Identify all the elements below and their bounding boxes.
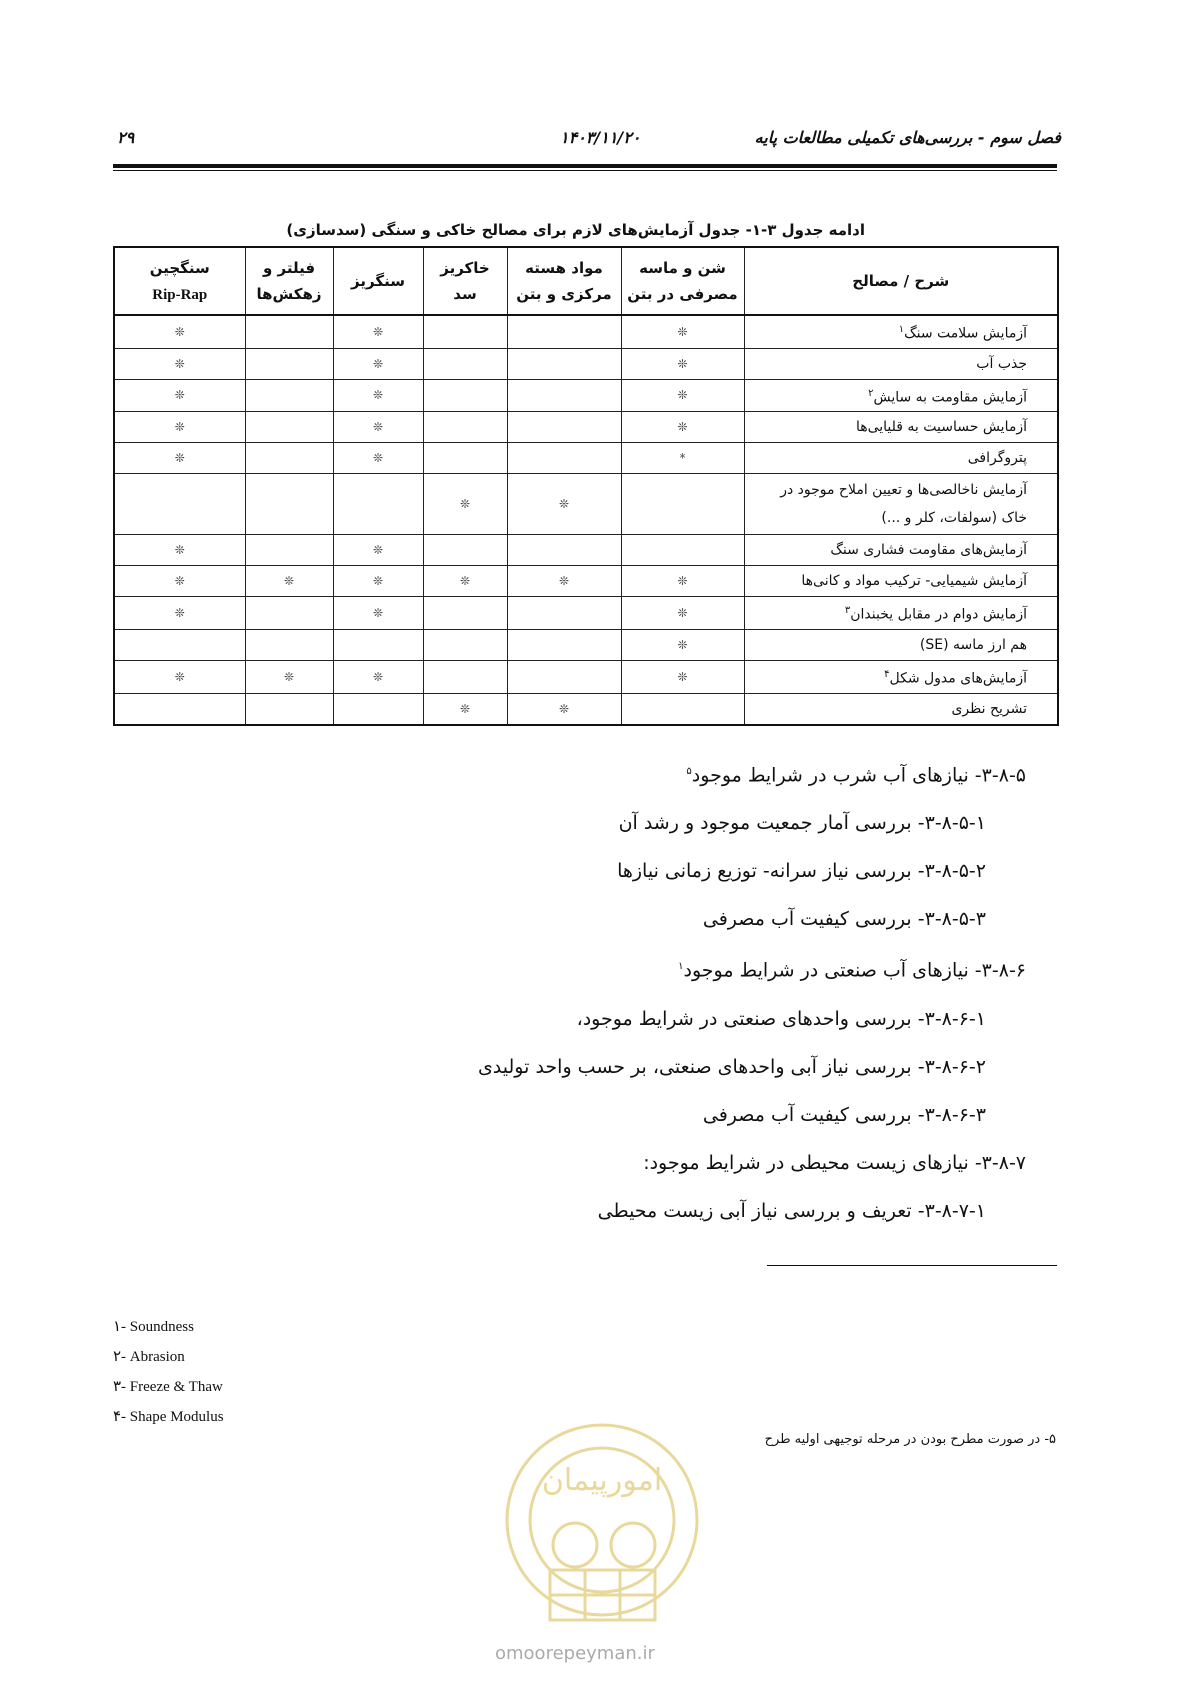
mark-cell: ❊ [114, 412, 245, 443]
section-heading: ۳-۸-۷-۱- تعریف و بررسی نیاز آبی زیست محیطی [597, 1199, 986, 1222]
mark-cell: ❊ [621, 315, 744, 348]
mark-cell: ❊ [333, 597, 423, 630]
table-row [114, 474, 1058, 535]
table-body [114, 315, 1058, 725]
mark-cell [245, 315, 333, 348]
section-heading: ۳-۸-۶-۳- بررسی کیفیت آب مصرفی [702, 1103, 986, 1126]
mark-cell: ❊ [621, 660, 744, 693]
section-list [226, 748, 1026, 1235]
mark-cell [507, 443, 621, 474]
mark-cell [245, 443, 333, 474]
test-description-cell: آزمایش شیمیایی- ترکیب مواد و کانی‌ها [744, 566, 1058, 597]
mark-cell: ❊ [333, 315, 423, 348]
mark-cell: ❊ [423, 474, 507, 535]
test-description-cell: پتروگرافی [744, 443, 1058, 474]
mark-cell: ❊ [621, 412, 744, 443]
table-row [114, 379, 1058, 412]
header-date: ۱۴۰۳/۱۱/۲۰ [560, 128, 641, 147]
mark-cell [621, 693, 744, 725]
watermark-url: omoorepeyman.ir [495, 1643, 655, 1664]
header-rule-thin [113, 170, 1057, 171]
mark-cell: ❊ [333, 443, 423, 474]
footnote-ref: ۱ [678, 961, 684, 973]
test-description-cell: آزمایش مقاومت به سایش$^۲$ [744, 379, 1058, 412]
page-number: ۲۹ [117, 128, 135, 147]
mark-cell [245, 348, 333, 379]
header-cell-core-material: مواد هسته مرکزی و بتن [507, 247, 621, 315]
mark-cell: ❊ [114, 443, 245, 474]
section-heading: ۳-۸-۶-۲- بررسی نیاز آبی واحدهای صنعتی، بر حسب واحد تولیدی [477, 1055, 986, 1078]
mark-cell: ❊ [333, 660, 423, 693]
mark-cell: ❊ [114, 315, 245, 348]
mark-cell: ❊ [507, 566, 621, 597]
header-cell-rockfill: سنگریز [333, 247, 423, 315]
gear-emblem-icon-2 [611, 1523, 655, 1567]
mark-cell: ❊ [621, 629, 744, 660]
test-description-cell: جذب آب [744, 348, 1058, 379]
section-heading: ۳-۸-۵-۳- بررسی کیفیت آب مصرفی [702, 908, 986, 931]
test-description-cell: آزمایش‌های مقاومت فشاری سنگ [744, 535, 1058, 566]
mark-cell: ❊ [114, 660, 245, 693]
mark-cell: ❊ [507, 474, 621, 535]
footnote-ref: ۵ [686, 766, 692, 777]
mark-cell [114, 693, 245, 725]
footnote-item: ۱- Soundness [113, 1319, 194, 1335]
mark-cell: ❊ [333, 379, 423, 412]
table-row [114, 535, 1058, 566]
mark-cell [333, 693, 423, 725]
watermark-outer-ring [507, 1425, 697, 1615]
header-cell-filter-drains: فیلتر و زهکش‌ها [245, 247, 333, 315]
section-heading: ۳-۸-۶- نیازهای آب صنعتی در شرایط موجود$^۱$ [678, 959, 1026, 982]
watermark-logo-text: امورپیمان [541, 1463, 663, 1498]
mark-cell: ❊ [114, 379, 245, 412]
mark-cell: ❊ [333, 412, 423, 443]
section-heading: ۳-۸-۵- نیازهای آب شرب در شرایط موجود$^۵$ [686, 764, 1026, 787]
mark-cell: ❊ [333, 348, 423, 379]
mark-cell [621, 535, 744, 566]
section-heading: ۳-۸-۷- نیازهای زیست محیطی در شرایط موجود: [643, 1151, 1026, 1174]
mark-cell [423, 348, 507, 379]
footnote-ref: ۲ [868, 387, 874, 399]
mark-cell [114, 629, 245, 660]
mark-cell [245, 412, 333, 443]
test-description-cell: تشریح نظری [744, 693, 1058, 725]
footnote-ref: ۳ [844, 605, 851, 617]
running-header-title: فصل سوم - بررسی‌های تکمیلی مطالعات پایه [754, 128, 1061, 147]
footnote-persian: ۵- در صورت مطرح بودن در مرحله توجیهی اولیه طرح [764, 1432, 1056, 1447]
header-cell-description: شرح / مصالح [744, 247, 1058, 315]
mark-cell: ❊ [114, 597, 245, 630]
mark-cell [507, 348, 621, 379]
mark-cell [245, 379, 333, 412]
mark-cell [245, 474, 333, 535]
mark-cell [423, 597, 507, 630]
footnote-item: ۳- Freeze & Thaw [113, 1379, 223, 1395]
table-row [114, 315, 1058, 348]
mark-cell: ❊ [333, 566, 423, 597]
header-cell-riprap: سنگچین Rip-Rap [114, 247, 245, 315]
table-header-row [114, 247, 1058, 315]
test-description-cell: آزمایش حساسیت به قلیایی‌ها [744, 412, 1058, 443]
table-row [114, 597, 1058, 630]
table-row [114, 443, 1058, 474]
mark-cell: ❊ [423, 566, 507, 597]
test-description-cell: آزمایش دوام در مقابل یخبندان$^۳$ [744, 597, 1058, 630]
footnote-item: ۲- Abrasion [113, 1349, 185, 1365]
section-heading: ۳-۸-۵-۱- بررسی آمار جمعیت موجود و رشد آن [618, 812, 986, 835]
mark-cell [333, 629, 423, 660]
footnote-ref: ۴ [884, 668, 890, 680]
mark-cell [245, 629, 333, 660]
section-heading: ۳-۸-۵-۲- بررسی نیاز سرانه- توزیع زمانی نیازها [617, 860, 986, 883]
mark-cell: ❊ [114, 348, 245, 379]
mark-cell [423, 535, 507, 566]
table-row [114, 660, 1058, 693]
mark-cell [245, 693, 333, 725]
mark-cell [507, 412, 621, 443]
mark-cell [621, 474, 744, 535]
mark-cell: ❊ [507, 693, 621, 725]
test-description-cell: آزمایش‌های مدول شکل$^۴$ [744, 660, 1058, 693]
header-rule-thick [113, 164, 1057, 168]
mark-cell [423, 629, 507, 660]
footnote-separator [767, 1265, 1057, 1266]
header-cell-gravel-sand: شن و ماسه مصرفی در بتن [621, 247, 744, 315]
mark-cell: * [621, 443, 744, 474]
gear-emblem-icon [553, 1523, 597, 1567]
mark-cell [423, 379, 507, 412]
mark-cell: ❊ [245, 660, 333, 693]
mark-cell [507, 629, 621, 660]
watermark-logo [495, 1420, 710, 1640]
mark-cell [423, 315, 507, 348]
materials-tests-table [113, 246, 1059, 726]
header-cell-embankment: خاکریز سد [423, 247, 507, 315]
mark-cell [507, 597, 621, 630]
mark-cell [507, 379, 621, 412]
table-row [114, 566, 1058, 597]
test-description-cell: آزمایش سلامت سنگ$^۱$ [744, 315, 1058, 348]
mark-cell [245, 597, 333, 630]
test-description-cell: هم ارز ماسه (SE) [744, 629, 1058, 660]
mark-cell: ❊ [621, 597, 744, 630]
mark-cell: ❊ [114, 566, 245, 597]
table-row [114, 348, 1058, 379]
mark-cell [245, 535, 333, 566]
mark-cell [333, 474, 423, 535]
mark-cell: ❊ [621, 348, 744, 379]
footnote-item: ۴- Shape Modulus [113, 1409, 224, 1425]
mark-cell: ❊ [114, 535, 245, 566]
mark-cell [423, 443, 507, 474]
table-row [114, 693, 1058, 725]
mark-cell [507, 535, 621, 566]
footnotes-english [113, 1312, 224, 1432]
mark-cell [423, 660, 507, 693]
mark-cell [114, 474, 245, 535]
section-heading: ۳-۸-۶-۱- بررسی واحدهای صنعتی در شرایط موجود، [576, 1007, 986, 1030]
mark-cell: ❊ [423, 693, 507, 725]
mark-cell: ❊ [245, 566, 333, 597]
mark-cell [507, 660, 621, 693]
building-grid-icon [550, 1570, 655, 1620]
mark-cell [423, 412, 507, 443]
mark-cell [507, 315, 621, 348]
table-row [114, 412, 1058, 443]
footnote-ref: ۱ [898, 324, 905, 335]
mark-cell: ❊ [621, 566, 744, 597]
mark-cell: ❊ [333, 535, 423, 566]
table-caption: ادامه جدول ۳-۱- جدول آزمایش‌های لازم برای مصالح خاکی و سنگی (سدسازی) [286, 221, 865, 239]
table-row [114, 629, 1058, 660]
mark-cell: ❊ [621, 379, 744, 412]
test-description-cell: آزمایش ناخالصی‌ها و تعیین املاح موجود در خاک (سولفات، کلر و ...) [744, 474, 1058, 535]
